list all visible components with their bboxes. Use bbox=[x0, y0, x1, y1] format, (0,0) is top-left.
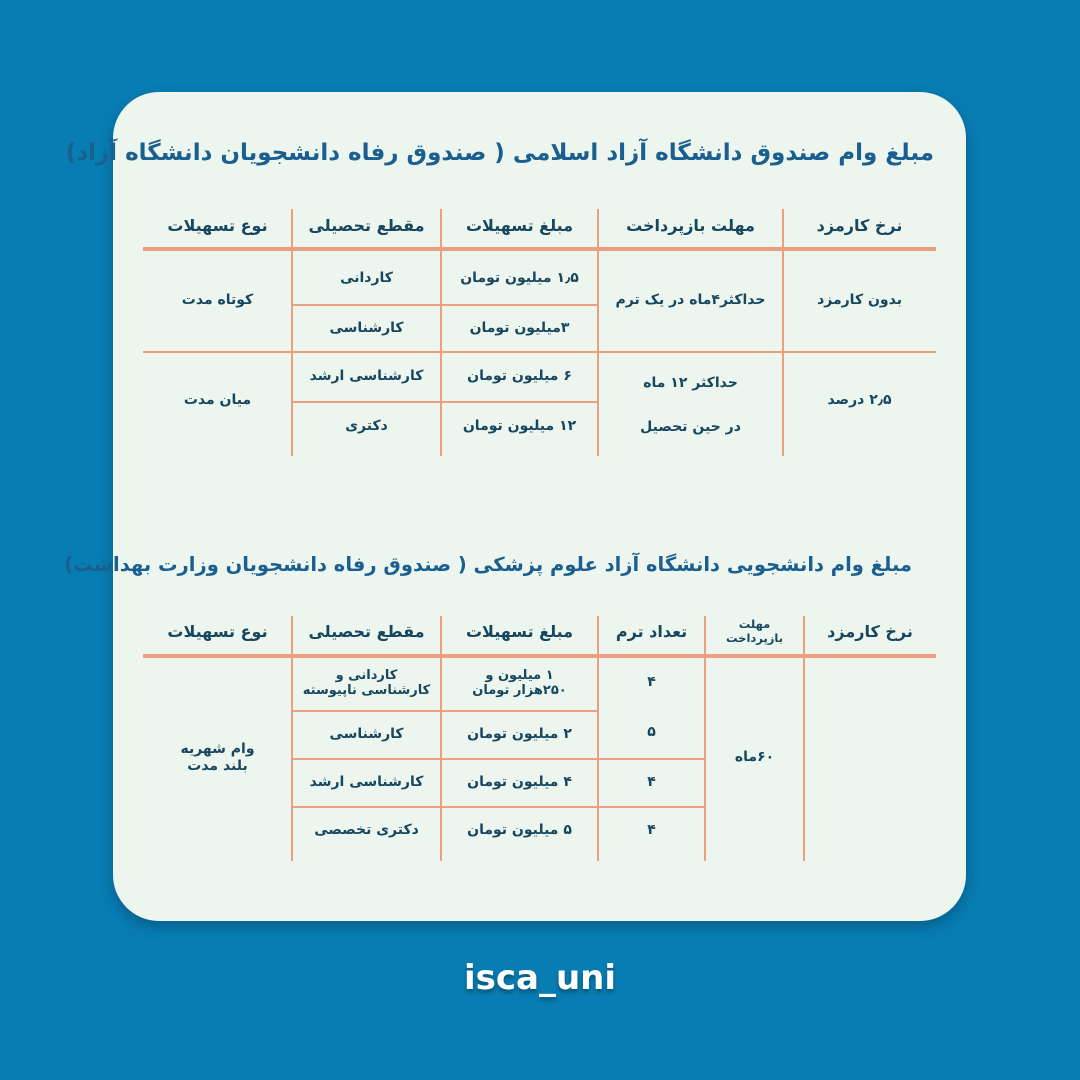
t1-g1-fee-rate: بدون کارمزد bbox=[817, 292, 902, 309]
t2-type-line2: بلند مدت bbox=[187, 758, 248, 774]
t2-header-type: نوع تسهیلات bbox=[167, 622, 268, 641]
t2-r2-amount: ۲ میلیون تومان bbox=[467, 726, 572, 743]
t1-header-fee-rate: نرخ کارمزد bbox=[816, 216, 903, 235]
t2-r1-amount-line1: ۱ میلیون و bbox=[485, 668, 554, 684]
t2-header-fee-rate: نرخ کارمزد bbox=[827, 622, 913, 641]
t1-header-repayment: مهلت بازپرداخت bbox=[626, 216, 755, 235]
table2-title: مبلغ وام دانشجویی دانشگاه آزاد علوم پزشکی ( صندوق رفاه دانشجویان وزارت بهداشت) bbox=[64, 553, 912, 576]
t2-r3-degree: کارشناسی ارشد bbox=[309, 774, 424, 791]
t2-header-amount: مبلغ تسهیلات bbox=[465, 622, 574, 641]
t2-header-terms: تعداد ترم bbox=[615, 622, 688, 641]
t2-r1-degree-line1: کاردانی و bbox=[335, 668, 398, 684]
t1-g2-r2-amount: ۱۲ میلیون تومان bbox=[462, 418, 577, 435]
t1-g1-r2-degree: کارشناسی bbox=[329, 319, 404, 336]
t2-r4-degree: دکتری تخصصی bbox=[314, 822, 419, 839]
t2-r2-terms: ۵ bbox=[647, 724, 656, 741]
t2-r3-terms: ۴ bbox=[647, 774, 656, 791]
t2-r4-terms: ۴ bbox=[647, 822, 656, 839]
t1-g2-repayment-line1: حداکثر ۱۲ ماه bbox=[643, 375, 738, 392]
t2-r1-degree-line2: کارشناسی ناپیوسته bbox=[302, 683, 431, 698]
t2-header-repayment-line1: مهلت bbox=[738, 617, 771, 632]
t2-r3-amount: ۴ میلیون تومان bbox=[467, 774, 572, 791]
t1-g1-r2-amount: ۳میلیون تومان bbox=[469, 319, 570, 336]
t2-header-repayment-line2: بازپرداخت bbox=[725, 631, 784, 645]
t2-type bbox=[143, 658, 292, 858]
footer-handle: isca_uni bbox=[463, 958, 617, 998]
t1-g1-repayment: حداکثر۴ماه در یک ترم bbox=[615, 292, 766, 309]
t2-r4-amount: ۵ میلیون تومان bbox=[467, 822, 572, 839]
t2-repayment: ۶۰ماه bbox=[734, 749, 775, 766]
t1-g1-r1-amount: ۱٫۵ میلیون تومان bbox=[460, 269, 579, 286]
t2-r1-amount bbox=[441, 658, 598, 710]
t1-g1-r1-degree: کاردانی bbox=[340, 269, 393, 286]
t2-type-line1: وام شهریه bbox=[180, 740, 255, 757]
t2-header-degree: مقطع تحصیلی bbox=[308, 622, 425, 641]
t2-r1-degree bbox=[292, 658, 441, 710]
t1-header-degree: مقطع تحصیلی bbox=[308, 216, 425, 235]
t1-g1-type: کوتاه مدت bbox=[181, 292, 254, 309]
t2-r1-terms: ۴ bbox=[647, 674, 656, 691]
t2-fee-rate bbox=[804, 658, 936, 858]
t1-g2-repayment bbox=[598, 362, 783, 450]
table1-title: مبلغ وام صندوق دانشگاه آزاد اسلامی ( صندوق رفاه دانشجویان دانشگاه آزاد) bbox=[65, 140, 934, 166]
t1-g2-repayment-line2: در حین تحصیل bbox=[640, 419, 741, 436]
t1-g2-r1-degree: کارشناسی ارشد bbox=[309, 368, 424, 385]
t2-r2-degree: کارشناسی bbox=[329, 726, 404, 743]
t1-g2-type: میان مدت bbox=[183, 391, 252, 408]
t2-r1-amount-line2: ۲۵۰هزار تومان bbox=[472, 683, 567, 698]
t2-header-repayment bbox=[705, 614, 804, 650]
t1-header-type: نوع تسهیلات bbox=[167, 216, 268, 235]
t1-g2-r2-degree: دکتری bbox=[345, 418, 388, 435]
t1-header-amount: مبلغ تسهیلات bbox=[465, 216, 574, 235]
t1-g2-r1-amount: ۶ میلیون تومان bbox=[467, 368, 572, 385]
t1-g2-fee-rate: ۲٫۵ درصد bbox=[827, 391, 892, 408]
